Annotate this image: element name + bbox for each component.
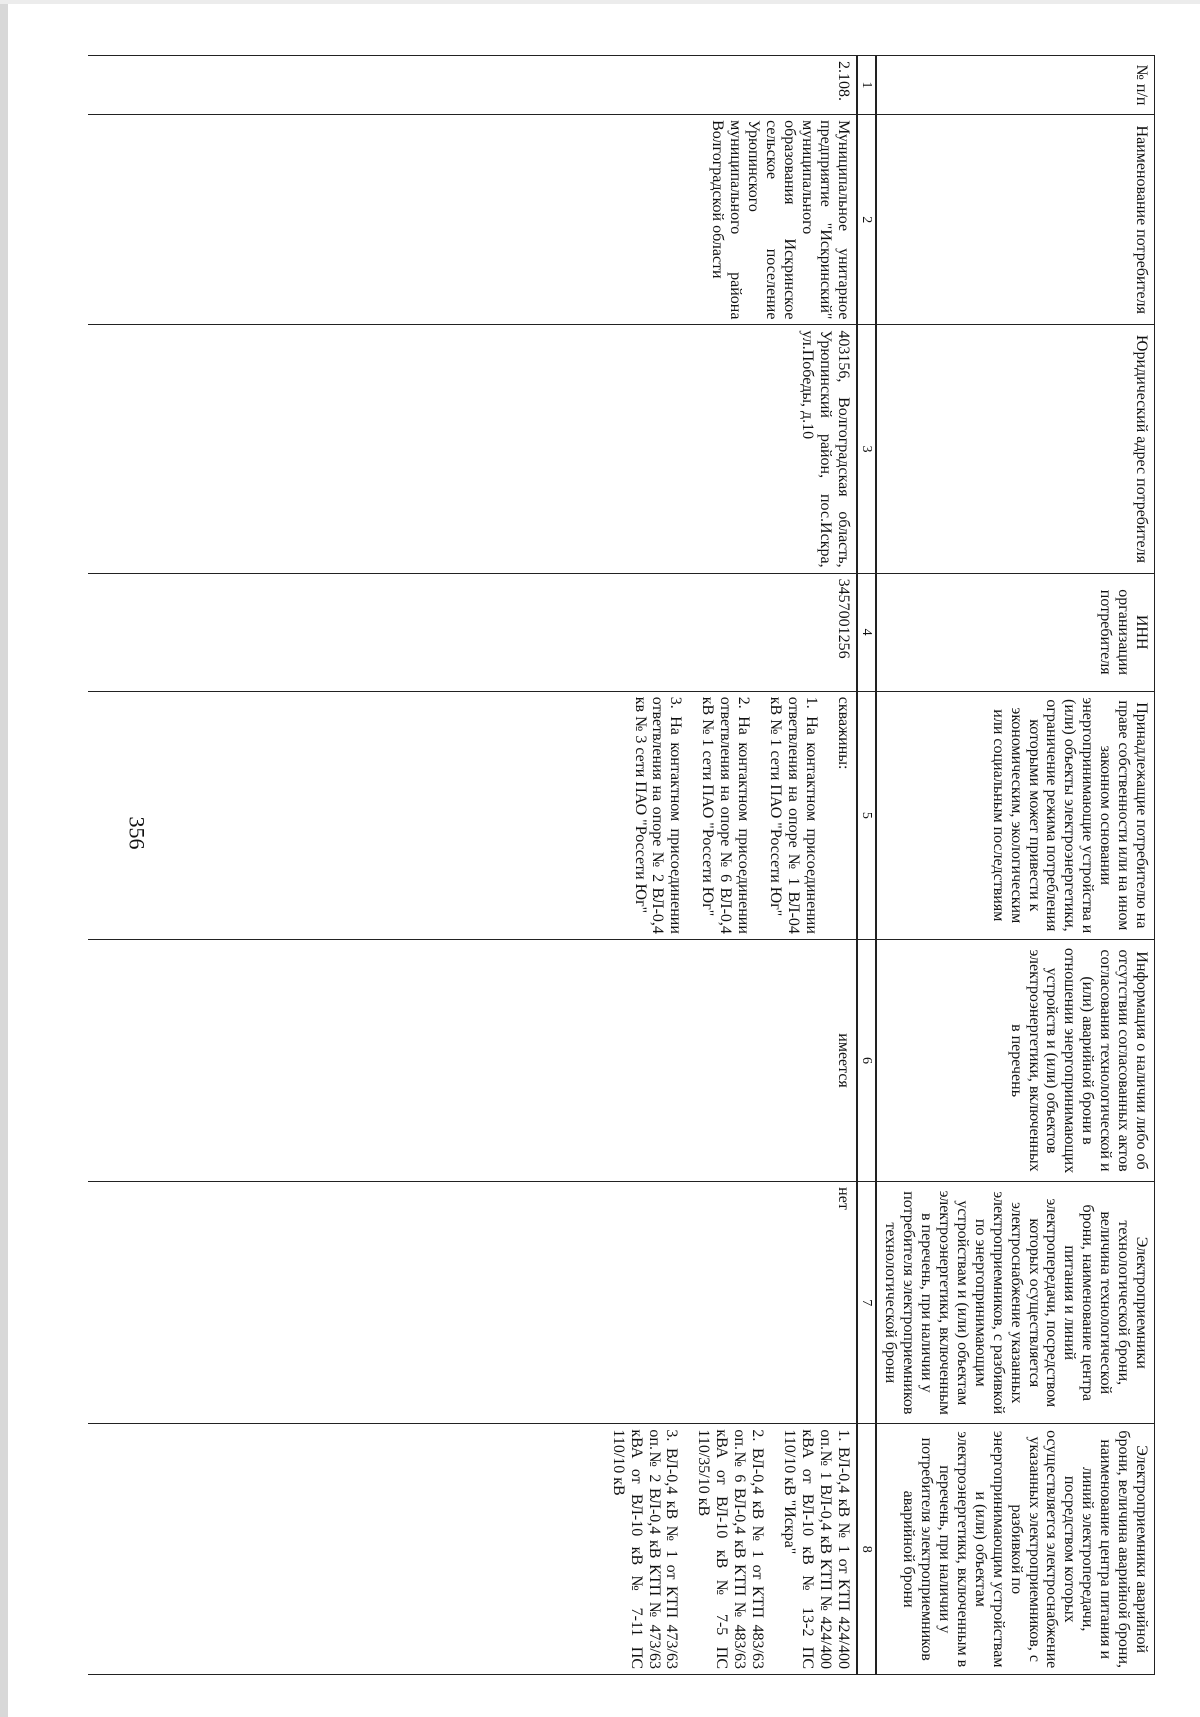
device-item: 1. На контактном присоединении ответвления на опоре № 1 ВЛ-04 кВ № 1 сети ПАО "Россети Юг" <box>767 696 820 934</box>
header-devices: Принадлежащие потребителю на праве собственности или на ином законном основании энергопринимающие устройства и (или) объекты электроэнергетики, ограничение режима потребления которыми может привести к экономическим, экологическим или социальным последствиям <box>876 691 1154 939</box>
acts-value: имеется <box>88 939 857 1181</box>
column-number-row <box>857 56 877 1675</box>
tech-reserve-value: нет <box>88 1182 857 1424</box>
emergency-reserve-item: 3. ВЛ-0,4 кВ № 1 от КТП 473/63 оп.№ 2 ВЛ-0,4 кВ КТП № 473/63 кВА от ВЛ-10 кВ № 7-11 ПС 110/10 кВ <box>609 1429 681 1669</box>
rotated-page-content <box>155 55 1155 1675</box>
header-emergency-reserve: Электроприемники аварийной брони, величина аварийной брони, наименование центра питания и линий электропередачи, посредством которых осуществляется электроснабжение указанных электроприемников, с разбивкой по энергопринимающим устройствам и (или) объектам электроэнергетики, включенным в перечень, при наличии у потребителя электроприемников аварийной брони <box>876 1424 1154 1675</box>
header-acts: Информация о наличии либо об отсутствии согласованных актов согласования технологической и (или) аварийной брони в отношении энергопринимающих устройств и (или) объектов электроэнергетики, включенных в перечень <box>876 939 1154 1181</box>
column-number: 6 <box>857 939 877 1181</box>
column-number: 2 <box>857 115 877 325</box>
header-number: № п/п <box>876 56 1154 115</box>
scan-top-shadow <box>0 0 1200 4</box>
table-row <box>88 56 857 1675</box>
header-tech-reserve: Электроприемники технологической брони, величина технологической брони, наименование центра питания и линий электропередачи, посредством которых осуществляется электроснабжение указанных электроприемников, с разбивкой по энергопринимающим устройствам и (или) объектам электроэнергетики, включенным в перечень, при наличии у потребителя электроприемников технологической брони <box>876 1182 1154 1424</box>
emergency-reserve-item: 1. ВЛ-0,4 кВ № 1 от КТП 424/400 оп.№ 1 ВЛ-0,4 кВ КТП № 424/400 кВА от ВЛ-10 кВ № 13-2 ПС 110/10 кВ "Искра" <box>781 1429 852 1669</box>
device-item: 2. На контактном присоединении ответвления на опоре № 6 ВЛ-0,4 кВ № 1 сети ПАО "Россети Юг" <box>699 696 753 934</box>
column-number: 5 <box>857 691 877 939</box>
legal-address: 403156, Волгоградская область, Урюпинский район, пос.Искра, ул.Победы, д.10 <box>88 325 857 573</box>
column-number: 3 <box>857 325 877 573</box>
consumer-name: Муниципальное унитарное предприятие "Искринский" муниципального образования Искринское сельское поселение Урюпинского муниципального района Волгоградской области <box>88 115 857 325</box>
emergency-reserve-item: 2. ВЛ-0,4 кВ № 1 от КТП 483/63 оп.№ 6 ВЛ-0,4 кВ КТП № 483/63 кВА от ВЛ-10 кВ № 7-5 ПС 110/35/10 кВ <box>695 1429 767 1669</box>
devices-intro: скважины: <box>834 696 852 770</box>
page-number: 356 <box>124 816 150 850</box>
header-legal-address: Юридический адрес потребителя <box>876 325 1154 573</box>
column-number: 8 <box>857 1424 877 1675</box>
consumer-reserve-table <box>88 55 1155 1675</box>
device-item: 3. На контактном присоединении ответвления на опоре № 2 ВЛ-0,4 кв № 3 сети ПАО "Россети Юг" <box>631 696 685 934</box>
devices-cell <box>88 691 857 939</box>
header-inn: ИНН организации потребителя <box>876 573 1154 691</box>
header-consumer-name: Наименование потребителя <box>876 115 1154 325</box>
column-number: 7 <box>857 1182 877 1424</box>
row-number: 2.108. <box>88 56 857 115</box>
scan-edge-shadow <box>0 0 8 1717</box>
column-number: 1 <box>857 56 877 115</box>
inn-value: 3457001256 <box>88 573 857 691</box>
header-row <box>876 56 1154 1675</box>
column-number: 4 <box>857 573 877 691</box>
emergency-reserve-cell <box>88 1424 857 1675</box>
